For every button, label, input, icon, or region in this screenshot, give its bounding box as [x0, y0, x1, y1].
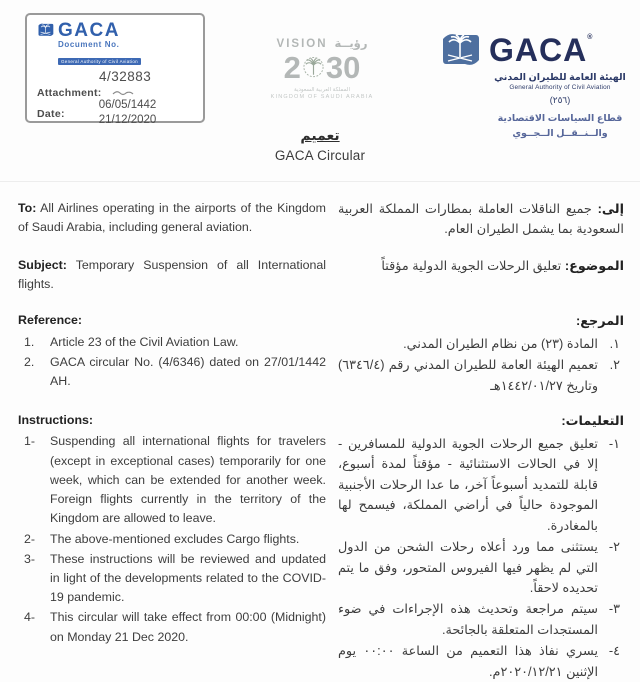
instructions-section: [18, 411, 624, 682]
reference-item-ar: [338, 334, 624, 354]
reference-label-ar: المرجع:: [576, 313, 624, 329]
gaca-number: (٢٥٦): [549, 95, 571, 105]
to-section: [18, 199, 624, 240]
stamp-date-hijri: 06/05/1442: [98, 99, 157, 111]
instruction-item-text: Suspending all international flights for travelers (except in exceptional cases) temporarily for one week, which can be extended for another week. Foreign flights currently in the territory of the Kingdom are allowed to leave.: [50, 434, 326, 526]
instruction-item-number: 1-: [24, 434, 36, 449]
registered-mark: ®: [587, 34, 594, 41]
reference-item-number: ٢.: [609, 357, 620, 373]
gaca-name-arabic: الهيئة العامة للطيران المدني: [494, 72, 626, 83]
instructions-english: [18, 411, 326, 682]
subject-english: [18, 256, 326, 294]
subject-label-en: Subject:: [18, 257, 67, 272]
to-text-ar: جميع الناقلات العاملة بمطارات المملكة العربية السعودية بما يشمل الطيران العام.: [338, 201, 624, 237]
reference-section: [18, 311, 624, 396]
instruction-item-en: [18, 530, 326, 549]
instruction-item-en: [18, 550, 326, 608]
header-divider: [0, 181, 640, 182]
instruction-item-en: [18, 608, 326, 646]
instructions-arabic: [338, 411, 624, 682]
gaca-logo: [440, 32, 635, 141]
stamp-attachment-label: Attachment:: [37, 87, 102, 99]
vision-word-ar: رؤيــة: [334, 38, 368, 50]
vision-palm-emblem-icon: [302, 55, 325, 81]
reference-item-number: ١.: [609, 335, 620, 351]
vision-year-right: 30: [325, 50, 361, 85]
reference-item-number: 1.: [24, 334, 35, 349]
reference-english: [18, 311, 326, 396]
reference-item-en: [18, 353, 326, 391]
to-arabic: [338, 199, 624, 240]
stamp-brand-text: GACA: [58, 20, 120, 41]
stamp-logo: [37, 21, 193, 40]
gaca-flag-icon: [440, 32, 480, 68]
reference-item-number: 2.: [24, 354, 35, 369]
instruction-item-number: ٤-: [608, 643, 620, 659]
instruction-item-en: [18, 432, 326, 528]
instruction-item-text: سيتم مراجعة وتحديث هذه الإجراءات في ضوء المستجدات المتعلقة بالجائحة.: [338, 601, 598, 637]
vision-country-ar: المملكة العربية السعودية: [294, 87, 350, 93]
instruction-item-number: ١-: [608, 435, 620, 451]
subject-label-ar: الموضوع:: [564, 257, 624, 273]
instruction-item-number: 4-: [24, 610, 36, 625]
vision-year-left: 2: [283, 50, 301, 85]
reference-arabic: [338, 311, 624, 396]
gaca-name-english: General Authority of Civil Aviation: [509, 84, 611, 91]
subject-text-ar: تعليق الرحلات الجوية الدولية مؤقتاً: [381, 257, 562, 273]
reference-item-text: Article 23 of the Civil Aviation Law.: [50, 334, 239, 349]
to-label-ar: إلى:: [597, 201, 624, 216]
reference-label-en: Reference:: [18, 313, 83, 328]
instructions-label-en: Instructions:: [18, 413, 94, 428]
to-text-en: All Airlines operating in the airports of the Kingdom of Saudi Arabia, including general aviation.: [18, 201, 326, 235]
instruction-item-number: ٢-: [608, 539, 620, 555]
reference-item-en: [18, 333, 326, 352]
document-body: [18, 199, 624, 682]
attachment-signature-scribble: [112, 89, 134, 97]
instruction-item-text: The above-mentioned excludes Cargo flights.: [50, 531, 300, 546]
gaca-sector-line2: والــنــقــل الــجــوي: [512, 127, 608, 139]
instruction-item-number: ٣-: [608, 601, 620, 617]
gaca-flag-icon: [37, 23, 54, 37]
reference-item-ar: [338, 355, 624, 396]
instruction-item-text: يستثنى مما ورد أعلاه رحلات الشحن من الدول التي لم يظهر فيها الفيروس المتحور، وفق ما يتم تحديده لاحقاً.: [338, 539, 598, 595]
subject-text-en: Temporary Suspension of all International flights.: [18, 257, 327, 292]
reference-item-text: المادة (٢٣) من نظام الطيران المدني.: [403, 335, 598, 351]
to-english: [18, 199, 326, 240]
stamp-document-no-label: Document No.: [58, 40, 120, 49]
reference-item-text: GACA circular No. (4/6346) dated on 27/01/1442 AH.: [50, 354, 326, 389]
vision-word-en: VISION: [276, 38, 328, 50]
instruction-item-ar: [338, 641, 624, 682]
to-label-en: To:: [18, 201, 37, 215]
instruction-item-ar: [338, 434, 624, 536]
subject-arabic: [338, 256, 624, 294]
instruction-item-ar: [338, 537, 624, 598]
reference-item-text: تعميم الهيئة العامة للطيران المدني رقم (٦٣٤٦/٤) وتاريخ ١٤٤٢/٠١/٢٧هـ: [338, 357, 598, 393]
circular-title: [0, 127, 640, 163]
gaca-sector-line1: قطاع السياسات الاقتصادية: [497, 113, 623, 124]
document-stamp: [25, 13, 205, 126]
circular-title-english: GACA Circular: [274, 148, 366, 163]
subject-section: [18, 256, 624, 294]
stamp-authority-name: General Authority of Civil Aviation: [58, 58, 141, 65]
gaca-brand-text: GACA®: [489, 32, 594, 68]
instruction-item-text: يسري نفاذ هذا التعميم من الساعة ٠٠:٠٠ يوم الإثنين ٢٠٢٠/١٢/٢١م.: [338, 643, 599, 679]
stamp-date-gregorian: 21/12/2020: [98, 114, 157, 126]
vision-country-en: KINGDOM OF SAUDI ARABIA: [270, 94, 374, 100]
instruction-item-number: 2-: [24, 531, 36, 546]
vision-2030-logo: [264, 36, 380, 100]
stamp-date-label: Date:: [37, 108, 65, 120]
instruction-item-number: 3-: [24, 551, 36, 566]
circular-title-arabic: تعميم: [300, 127, 340, 143]
stamp-document-number: 4/32883: [99, 69, 152, 84]
instruction-item-ar: [338, 599, 624, 640]
instruction-item-text: This circular will take effect from 00:00 (Midnight) on Monday 21 Dec 2020.: [50, 610, 326, 644]
instruction-item-text: تعليق جميع الرحلات الجوية الدولية للمسافرين - إلا في الحالات الاستثنائية - مؤقتاً لمدة أسبوع، قابلة للتمديد أسبوعاً آخر، ما عدا الرحلات الأجنبية الموجودة حالياً في أراضي المملكة، فيسمح لها بالمغادرة.: [338, 435, 598, 533]
instruction-item-text: These instructions will be reviewed and updated in light of the developments related to the COVID-19 pandemic.: [50, 551, 326, 605]
instructions-label-ar: التعليمات:: [561, 413, 624, 429]
